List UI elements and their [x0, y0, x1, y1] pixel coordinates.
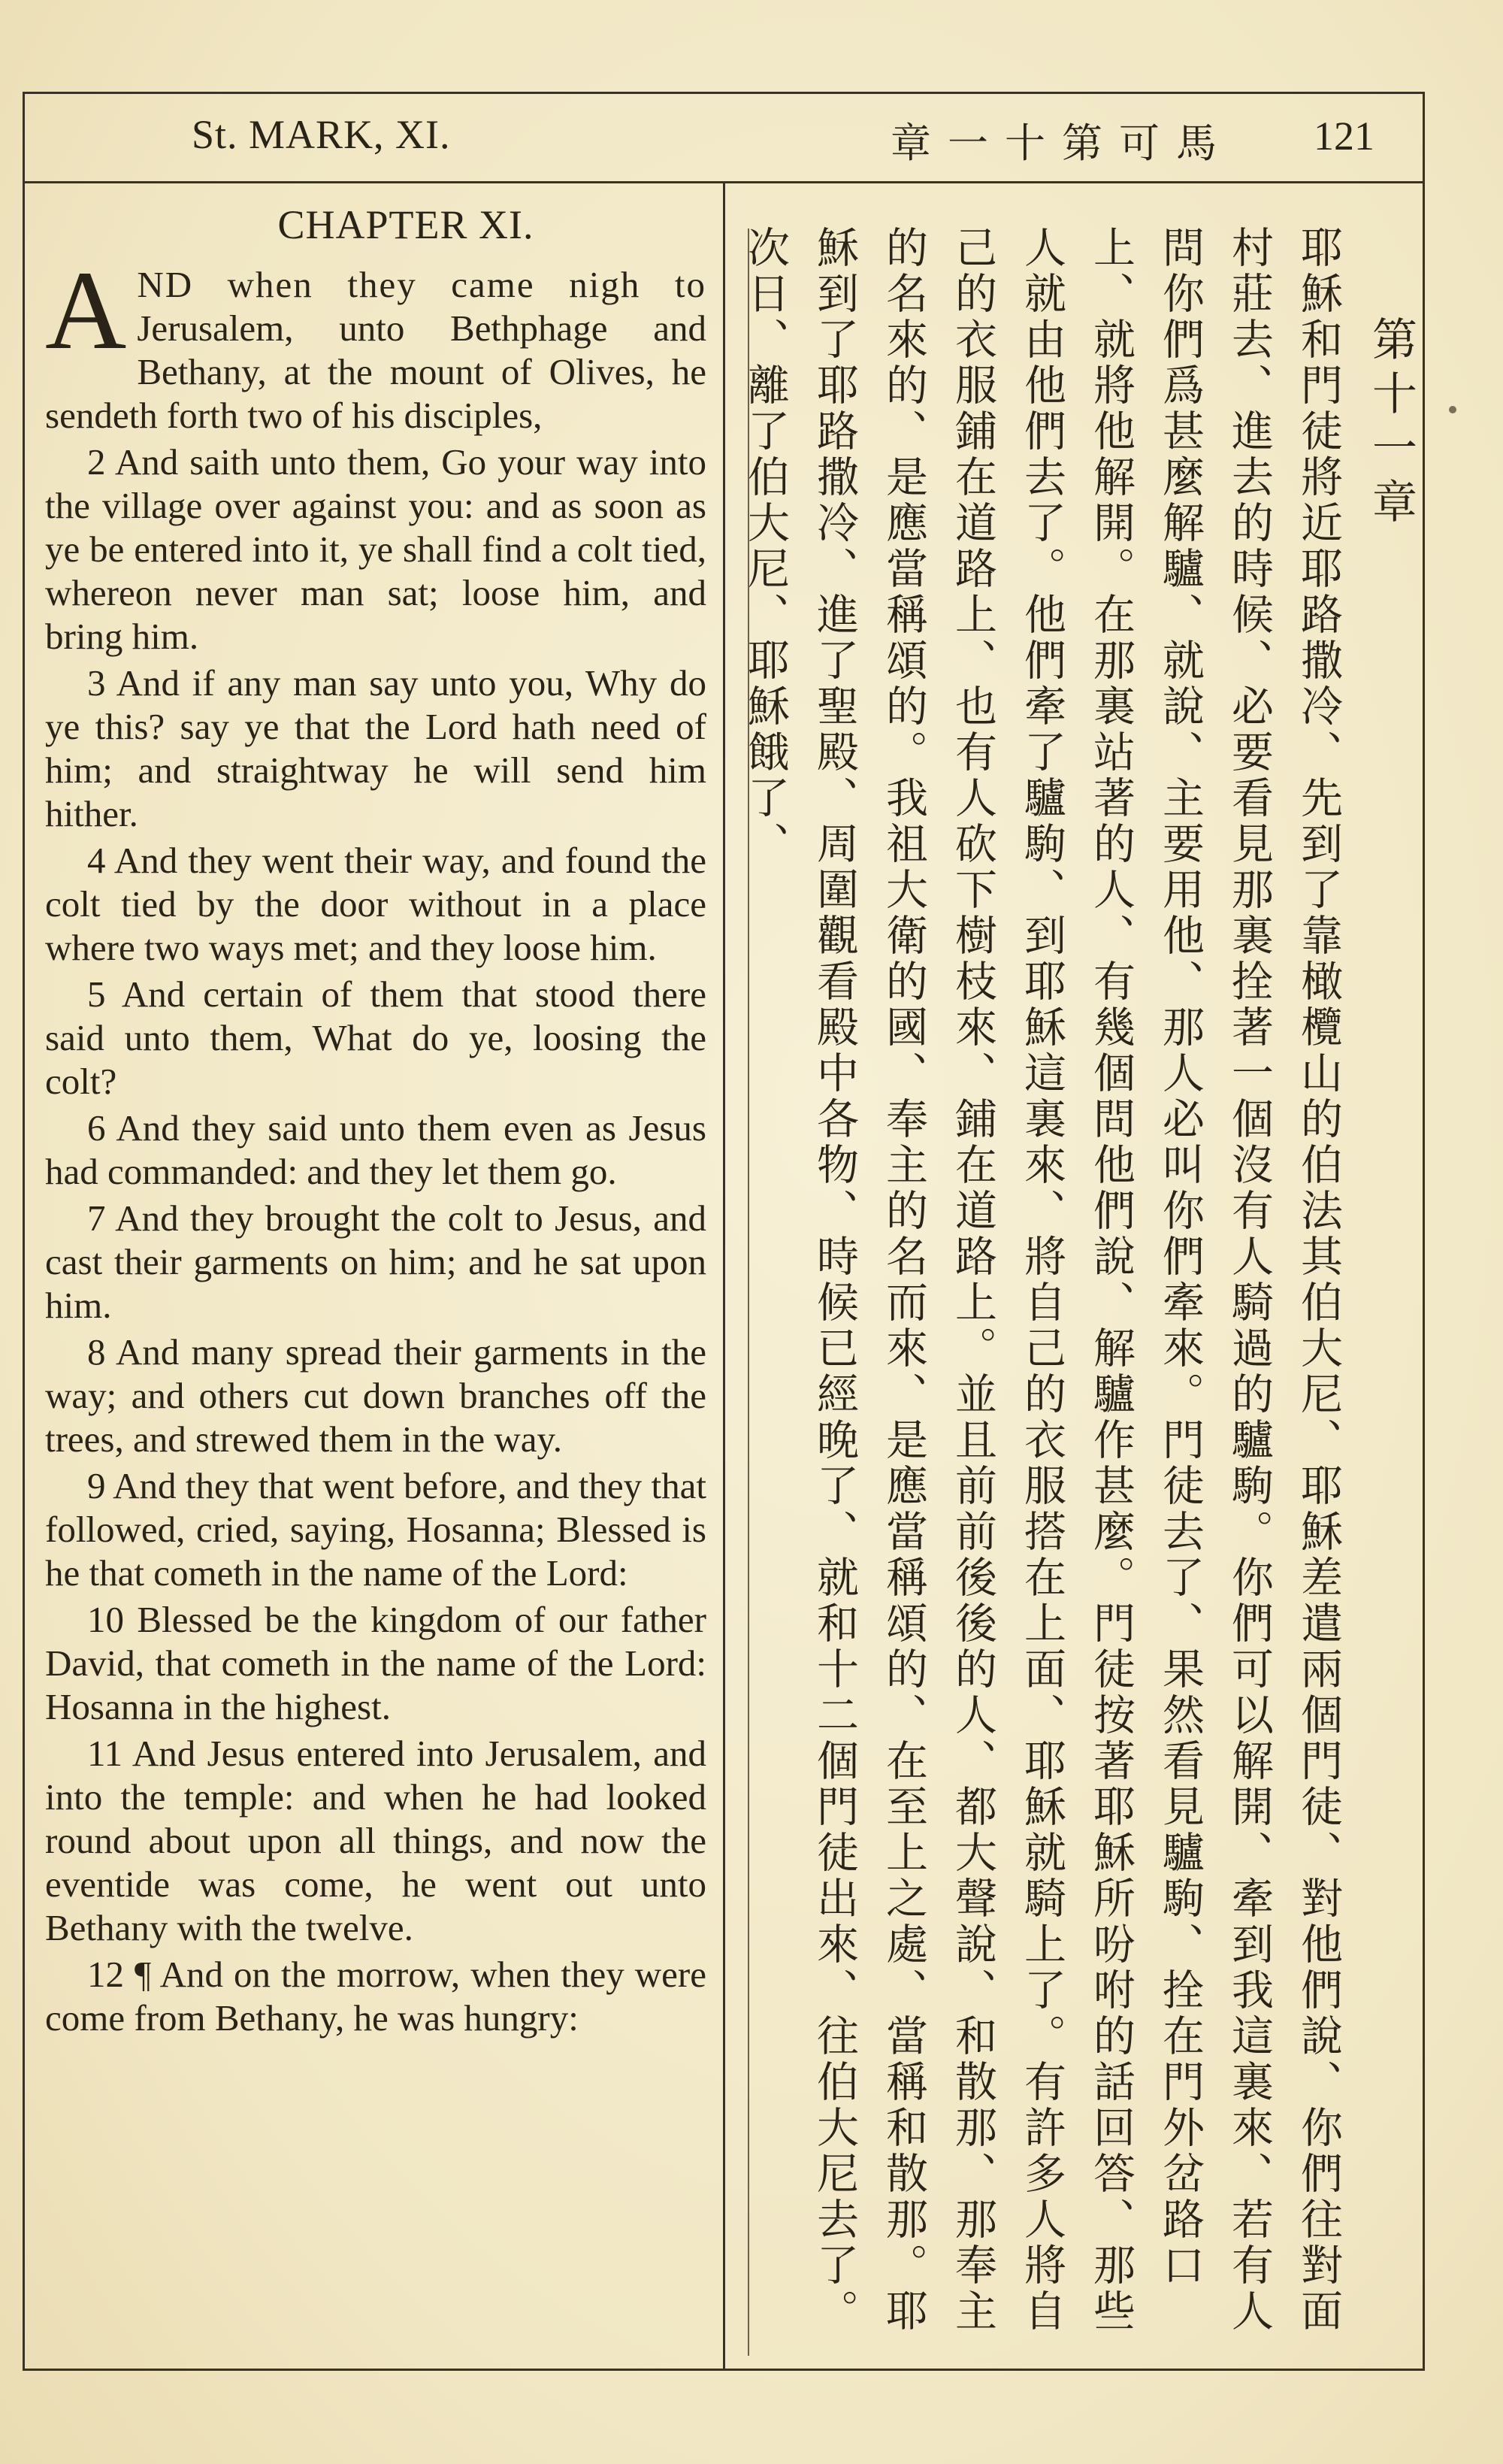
- page-number: 121: [1314, 114, 1374, 159]
- verse-2: 2 And saith unto them, Go your way into the village over against you: and as soon as ye be entered into it, ye shall find a colt tied, whereon never man sat; loose him, and bring him.: [45, 441, 706, 657]
- verse-6: 6 And they said unto them even as Jesus had commanded: and they let them go.: [45, 1107, 706, 1192]
- verse-3: 3 And if any man say unto you, Why do ye this? say ye that the Lord hath need of him; and straightway he will send him hither.: [45, 662, 706, 834]
- drop-cap: A: [45, 248, 127, 373]
- verse-4: 4 And they went their way, and found the colt tied by the door without in a place where two ways met; and they loose him.: [45, 840, 706, 968]
- verse-5: 5 And certain of them that stood there said unto them, What do ye, loosing the colt?: [45, 973, 706, 1102]
- verse-1-lead: ND when they came nigh to: [137, 264, 706, 305]
- verse-1-text: Jerusalem, unto Bethphage and Bethany, at the mount of Olives, he sendeth forth two of his disciples,: [45, 307, 706, 436]
- english-column: [45, 203, 706, 2043]
- chapter-title: CHAPTER XI.: [277, 202, 534, 247]
- margin-mark: [1449, 406, 1456, 413]
- verse-12: 12 ¶ And on the morrow, when they were come from Bethany, he was hungry:: [45, 1954, 706, 2039]
- chinese-running-title: 章一十第可馬: [891, 120, 1233, 167]
- verse-9: 9 And they that went before, and they that followed, cried, saying, Hosanna; Blessed is he that cometh in the name of the Lord:: [45, 1465, 706, 1594]
- verse-10: 10 Blessed be the kingdom of our father David, that cometh in the name of the Lord: Hosanna in the highest.: [45, 1599, 706, 1727]
- column-divider: [723, 183, 725, 2371]
- chinese-chapter-heading: 第十一章: [1365, 316, 1417, 532]
- verse-11: 11 And Jesus entered into Jerusalem, and into the temple: and when he had looked round about upon all things, and now the eventide was come, he went out unto Bethany with the twelve.: [45, 1733, 706, 1948]
- verse-7: 7 And they brought the colt to Jesus, and cast their garments on him; and he sat upon him.: [45, 1197, 706, 1326]
- chinese-column: 耶穌和門徒將近耶路撒冷、先到了靠橄欖山的伯法其伯大尼、耶穌差遣兩個門徒、對他們說、你們往對面村莊去、進去的時候、必要看見那裏拴著一個沒有人騎過的驢駒。你們可以解開、牽到我這裏來、若有人問你們爲甚麼解驢、就說、主要用他、那人必叫你們牽來。門徒去了、果然看見驢駒、拴在門外岔路口上、就將他解開。在那裏站著的人、有幾個問他們說、解驢作甚麼。門徒按著耶穌所吩咐的話回答、那些人就由他們去了。他們牽了驢駒、到耶穌這裏來、將自己的衣服搭在上面、耶穌就騎上了。有許多人將自己的衣服鋪在道路上、也有人砍下樹枝來、鋪在道路上。並且前前後後的人、都大聲說、和散那、那奉主的名來的、是應當稱頌的。我祖大衛的國、奉主的名而來、是應當稱頌的、在至上之處、當稱和散那。耶穌到了耶路撒冷、進了聖殿、周圍觀看殿中各物、時候已經晚了、就和十二個門徒出來、往伯大尼去了。次日、離了伯大尼、耶穌餓了、: [741, 226, 1343, 2335]
- running-title: St. MARK, XI.: [192, 112, 451, 157]
- verse-8: 8 And many spread their garments in the way; and others cut down branches off the trees, and strewed them in the way.: [45, 1331, 706, 1460]
- verse-1: [45, 248, 706, 437]
